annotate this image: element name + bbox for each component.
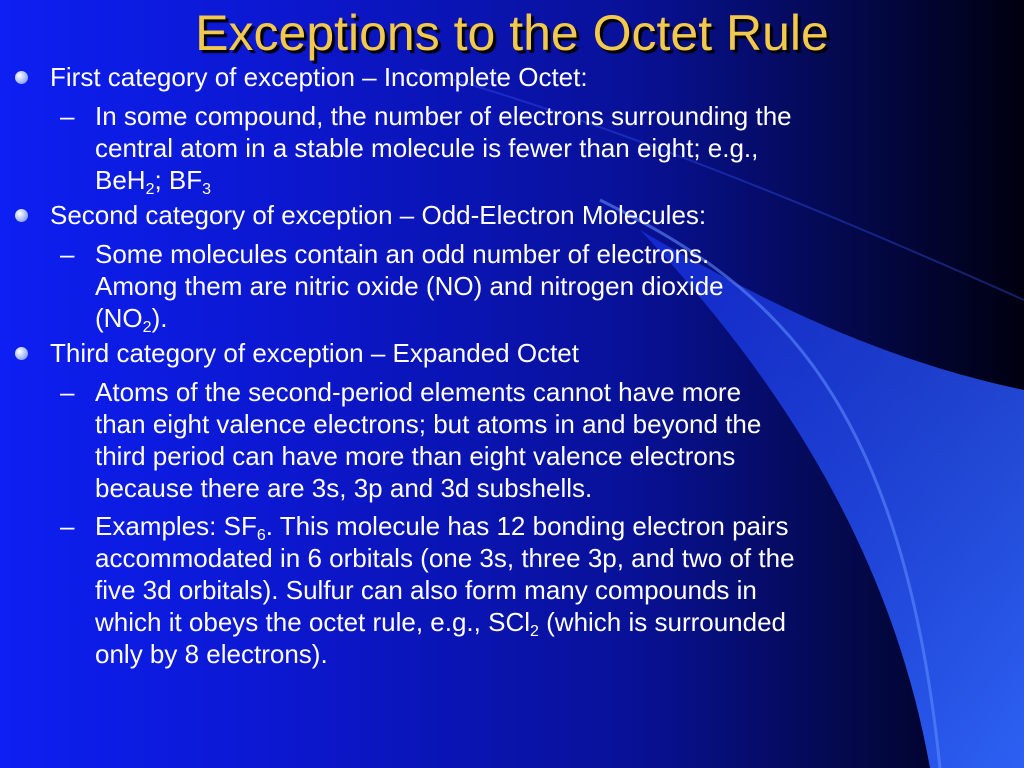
dash-marker: – [60,239,75,269]
sub-item-line: accommodated in 6 orbitals (one 3s, three 3p, and two of the [95,543,795,573]
formula-text: ). [151,303,168,333]
sub-item-odd-electron [0,238,1024,334]
dash-marker: – [60,511,75,541]
bullet-dot-icon [15,71,28,84]
bullet-dot-icon [15,347,28,360]
bullet-item-expanded-octet [0,336,1024,370]
sub-item-line: Some molecules contain an odd number of electrons. [95,239,710,269]
formula-line [95,606,1016,638]
sub-item-line: than eight valence electrons; but atoms in and beyond the [95,409,762,439]
bullet-item-odd-electron [0,198,1024,232]
sub-item-line: only by 8 electrons). [95,639,328,669]
bullet-list [0,58,1024,670]
bullet-item-incomplete-octet [0,60,1024,94]
formula-line [95,302,1016,334]
bullet-dot-icon [15,209,28,222]
dash-marker: – [60,101,75,131]
sub-item-line: Atoms of the second-period elements cannot have more [95,377,742,407]
formula-text: ; BF [154,165,203,195]
formula-line [95,510,1016,542]
formula-text: (which is surrounded [538,607,787,637]
formula-line [95,164,1016,196]
formula-text: (NO [95,303,143,333]
subscript: 3 [202,181,212,198]
subscript: 6 [256,527,266,544]
subscript: 2 [142,319,152,336]
bullet-text: First category of exception – Incomplete Octet: [50,62,588,92]
formula-text: which it obeys the octet rule, e.g., SCl [95,607,530,637]
subscript: 2 [530,623,539,640]
sub-item-line: because there are 3s, 3p and 3d subshells. [95,473,593,503]
sub-item-line: Among them are nitric oxide (NO) and nitrogen dioxide [95,271,724,301]
sub-item-expanded-octet-examples [0,510,1024,670]
dash-marker: – [60,377,75,407]
sub-item-line: In some compound, the number of electrons surrounding the [95,101,792,131]
formula-text: . This molecule has 12 bonding electron pairs [265,511,789,541]
formula-text: BeH [95,165,146,195]
sub-item-line: five 3d orbitals). Sulfur can also form many compounds in [95,575,757,605]
bullet-text: Third category of exception – Expanded Octet [50,338,579,368]
subscript: 2 [145,181,155,198]
sub-item-line: third period can have more than eight valence electrons [95,441,736,471]
sub-item-line: central atom in a stable molecule is fewer than eight; e.g., [95,133,759,163]
slide-title: Exceptions to the Octet Rule [195,5,829,61]
formula-text: Examples: SF [95,511,257,541]
sub-item-expanded-octet-atoms [0,376,1024,504]
bullet-text: Second category of exception – Odd-Electron Molecules: [50,200,707,230]
sub-item-incomplete-octet [0,100,1024,196]
